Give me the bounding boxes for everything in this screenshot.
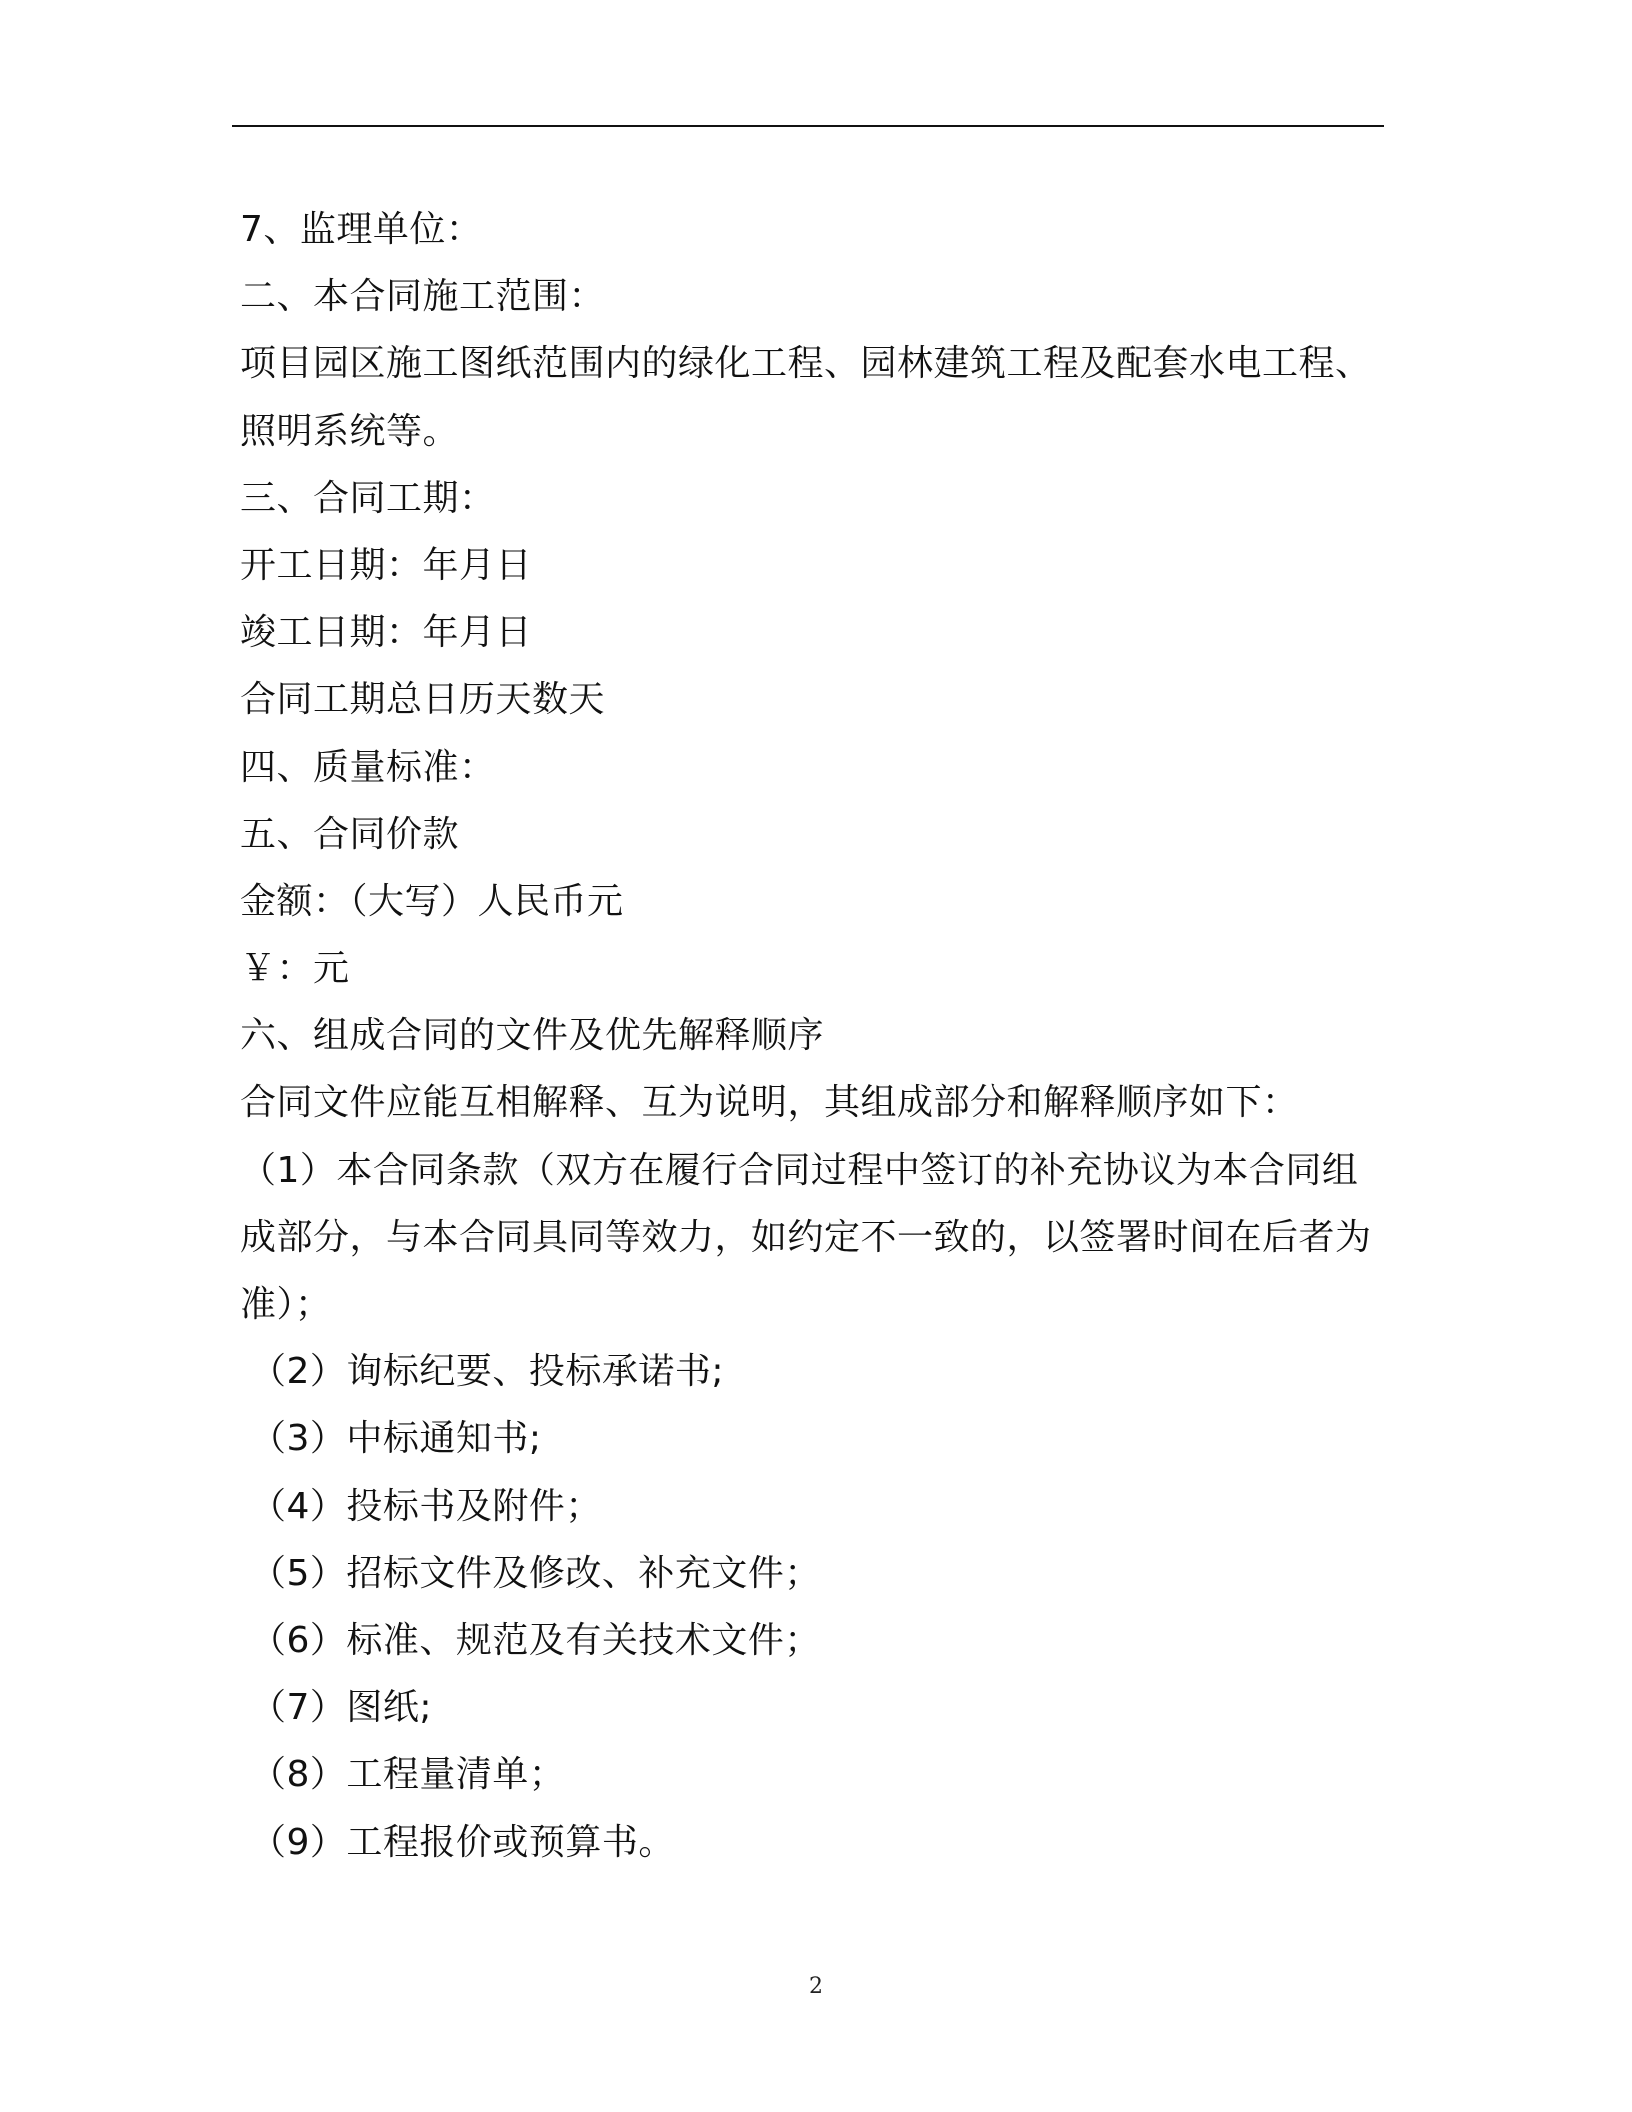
page-number: 2 — [809, 1974, 823, 1999]
text-line: 二、本合同施工范围： — [240, 276, 606, 318]
text-line: （3）中标通知书; — [250, 1418, 542, 1460]
text-line: （5）招标文件及修改、补充文件； — [250, 1552, 821, 1594]
document-body — [240, 196, 1388, 1876]
text-line: （8）工程量清单； — [250, 1754, 566, 1796]
text-line: （6）标准、规范及有关技术文件； — [250, 1619, 821, 1661]
text-line: 竣工日期：年月日 — [240, 612, 533, 654]
text-line: （2）询标纪要、投标承诺书; — [250, 1351, 725, 1393]
text-line: （9）工程报价或预算书。 — [250, 1821, 675, 1863]
text-line: 项目园区施工图纸范围内的绿化工程、园林建筑工程及配套水电工程、 — [240, 343, 1372, 385]
text-line: 五、合同价款 — [240, 813, 460, 855]
text-line: 合同文件应能互相解释、互为说明，其组成部分和解释顺序如下： — [240, 1082, 1299, 1124]
text-line: （4）投标书及附件； — [250, 1485, 602, 1527]
text-line: 开工日期：年月日 — [240, 544, 533, 586]
text-line: 三、合同工期： — [240, 477, 496, 519]
header-rule — [232, 125, 1384, 127]
text-line: 金额：（大写）人民币元 — [240, 880, 624, 922]
text-line: 成部分，与本合同具同等效力，如约定不一致的，以签署时间在后者为 — [240, 1216, 1372, 1258]
text-line: （7）图纸; — [250, 1687, 433, 1729]
text-line: 照明系统等。 — [240, 410, 460, 452]
text-line: ￥：元 — [240, 948, 350, 990]
text-line: 六、组成合同的文件及优先解释顺序 — [240, 1015, 825, 1057]
text-line: （1）本合同条款（双方在履行合同过程中签订的补充协议为本合同组 — [240, 1149, 1359, 1191]
text-line: 准）； — [240, 1284, 332, 1325]
text-line: 四、质量标准： — [240, 746, 496, 788]
text-line: 合同工期总日历天数天 — [240, 679, 606, 721]
text-line: 7、监理单位： — [240, 209, 483, 250]
